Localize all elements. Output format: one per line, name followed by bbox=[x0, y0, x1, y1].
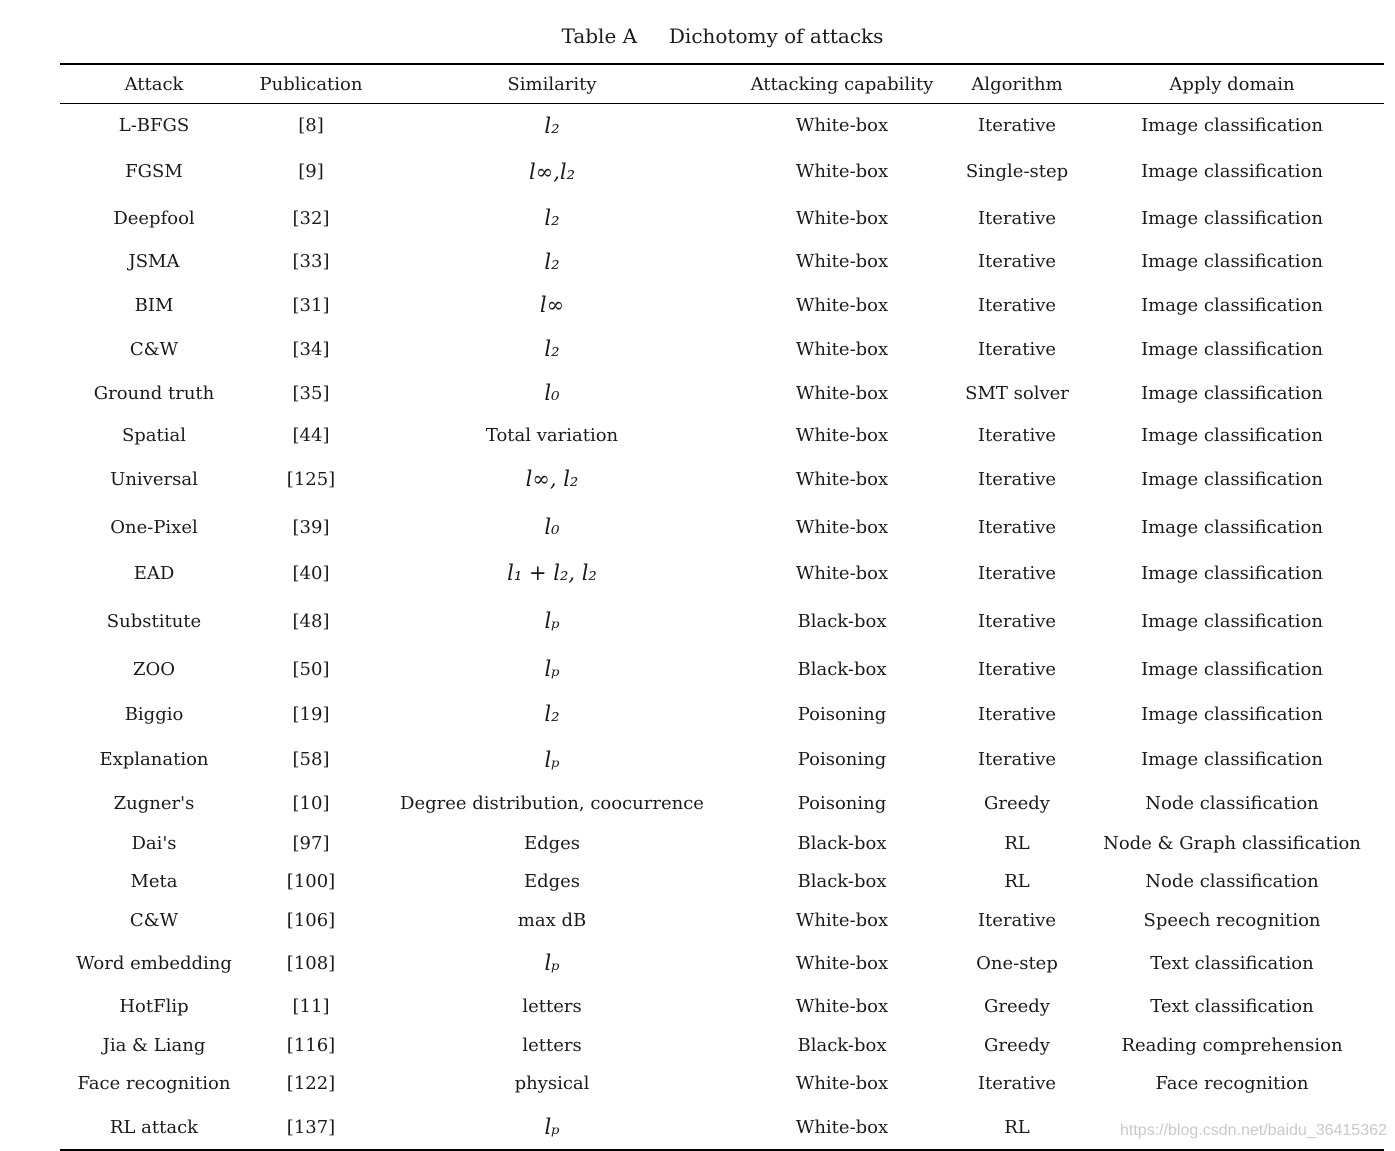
publication-cell: [116] bbox=[286, 1034, 336, 1056]
algorithm-cell: Iterative bbox=[977, 468, 1057, 490]
domain-cell: Image classification bbox=[1141, 562, 1323, 584]
capability-cell: White-box bbox=[795, 207, 889, 229]
capability-cell: Poisoning bbox=[797, 749, 887, 770]
domain-cell: Image classification bbox=[1141, 424, 1323, 446]
publication-cell: [44] bbox=[292, 424, 330, 446]
table-body bbox=[60, 103, 1384, 1151]
table-row bbox=[60, 550, 1384, 596]
publication-cell: [40] bbox=[292, 562, 330, 584]
publication-cell: [11] bbox=[292, 995, 330, 1017]
attack-cell: One-Pixel bbox=[110, 516, 198, 538]
algorithm-cell: Iterative bbox=[977, 749, 1057, 770]
algorithm-cell: Single-step bbox=[965, 161, 1069, 182]
domain-cell: Node classification bbox=[1145, 793, 1319, 814]
domain-cell: Image classification bbox=[1141, 749, 1323, 770]
algorithm-cell: Iterative bbox=[977, 658, 1057, 680]
table-row bbox=[60, 986, 1384, 1026]
capability-cell: White-box bbox=[795, 1073, 889, 1094]
publication-cell: [10] bbox=[292, 793, 330, 814]
attack-cell: Universal bbox=[110, 468, 198, 490]
table-row bbox=[60, 195, 1384, 241]
algorithm-cell: RL bbox=[1004, 832, 1030, 854]
algorithm-cell: Greedy bbox=[984, 793, 1050, 814]
table-row bbox=[60, 328, 1384, 370]
publication-cell: [34] bbox=[292, 338, 330, 360]
algorithm-cell: Iterative bbox=[977, 703, 1057, 725]
domain-cell: Image classification bbox=[1141, 468, 1323, 490]
domain-cell: Text classification bbox=[1150, 995, 1314, 1017]
domain-cell: Node classification bbox=[1145, 870, 1319, 892]
algorithm-cell: Iterative bbox=[977, 251, 1057, 272]
similarity-cell: lₚ bbox=[544, 951, 560, 975]
similarity-cell: l∞ bbox=[539, 293, 565, 317]
capability-cell: Poisoning bbox=[797, 793, 887, 814]
similarity-cell: Edges bbox=[523, 870, 581, 892]
attack-cell: Zugner's bbox=[113, 793, 195, 814]
domain-cell: Image classification bbox=[1141, 115, 1323, 136]
attack-cell: C&W bbox=[129, 909, 179, 931]
similarity-cell: Degree distribution, coocurrence bbox=[400, 793, 704, 814]
attack-cell: Meta bbox=[130, 870, 178, 892]
capability-cell: White-box bbox=[795, 161, 889, 182]
algorithm-cell: Iterative bbox=[977, 610, 1057, 632]
publication-cell: [31] bbox=[292, 294, 330, 316]
algorithm-cell: Iterative bbox=[977, 1073, 1057, 1094]
domain-cell: Image classification bbox=[1141, 161, 1323, 182]
capability-cell: White-box bbox=[795, 294, 889, 316]
attack-cell: Word embedding bbox=[76, 952, 232, 974]
table-row bbox=[60, 103, 1384, 148]
domain-cell: Speech recognition bbox=[1143, 909, 1321, 931]
similarity-cell: l₂ bbox=[544, 702, 560, 726]
attacks-table bbox=[60, 65, 1384, 1151]
similarity-cell: max dB bbox=[517, 909, 587, 931]
table-row bbox=[60, 862, 1384, 900]
algorithm-cell: SMT solver bbox=[965, 382, 1069, 404]
publication-cell: [9] bbox=[298, 161, 324, 182]
table-row bbox=[60, 596, 1384, 646]
domain-cell: Image classification bbox=[1141, 382, 1323, 404]
attack-cell: Substitute bbox=[106, 610, 202, 632]
capability-cell: White-box bbox=[795, 562, 889, 584]
domain-cell: Image classification bbox=[1141, 610, 1323, 632]
publication-cell: [35] bbox=[292, 382, 330, 404]
table-row bbox=[60, 692, 1384, 736]
similarity-cell: lₚ bbox=[544, 747, 560, 772]
domain-cell: Image classification bbox=[1141, 207, 1323, 229]
watermark: https://blog.csdn.net/baidu_36415362 bbox=[1120, 1122, 1387, 1139]
capability-cell: White-box bbox=[795, 338, 889, 360]
publication-cell: [97] bbox=[292, 832, 330, 854]
algorithm-cell: Iterative bbox=[977, 424, 1057, 446]
table-row bbox=[60, 824, 1384, 862]
similarity-cell: l₁ + l₂, l₂ bbox=[507, 561, 597, 585]
algorithm-cell: Iterative bbox=[977, 338, 1057, 360]
capability-cell: Black-box bbox=[797, 832, 887, 854]
similarity-cell: Edges bbox=[523, 832, 581, 854]
algorithm-cell: RL bbox=[1004, 870, 1030, 892]
capability-cell: Black-box bbox=[797, 1034, 887, 1056]
capability-cell: White-box bbox=[795, 115, 889, 136]
capability-cell: Black-box bbox=[797, 658, 887, 680]
algorithm-cell: RL bbox=[1004, 1116, 1030, 1138]
table-row bbox=[60, 900, 1384, 940]
column-header-algorithm: Algorithm bbox=[971, 73, 1063, 95]
similarity-cell: l∞, l₂ bbox=[525, 467, 579, 491]
capability-cell: White-box bbox=[795, 382, 889, 404]
attack-cell: Jia & Liang bbox=[102, 1034, 206, 1056]
publication-cell: [8] bbox=[298, 115, 324, 136]
capability-cell: White-box bbox=[795, 468, 889, 490]
capability-cell: Black-box bbox=[797, 870, 887, 892]
attack-cell: Spatial bbox=[121, 424, 187, 446]
algorithm-cell: Iterative bbox=[977, 207, 1057, 229]
domain-cell: Image classification bbox=[1141, 338, 1323, 360]
attack-cell: BIM bbox=[134, 294, 174, 316]
publication-cell: [58] bbox=[292, 749, 330, 770]
domain-cell: Reading comprehension bbox=[1121, 1034, 1343, 1056]
algorithm-cell: Iterative bbox=[977, 909, 1057, 931]
similarity-cell: l₂ bbox=[544, 206, 560, 230]
domain-cell: Image classification bbox=[1141, 658, 1323, 680]
attack-cell: HotFlip bbox=[119, 995, 189, 1017]
capability-cell: White-box bbox=[795, 952, 889, 974]
attack-cell: Face recognition bbox=[77, 1073, 231, 1094]
table-row bbox=[60, 646, 1384, 692]
algorithm-cell: Iterative bbox=[977, 294, 1057, 316]
publication-cell: [108] bbox=[286, 952, 336, 974]
algorithm-cell: One-step bbox=[976, 952, 1058, 974]
attack-cell: Dai's bbox=[131, 832, 177, 854]
algorithm-cell: Greedy bbox=[984, 995, 1050, 1017]
publication-cell: [32] bbox=[292, 207, 330, 229]
column-header-publication: Publication bbox=[259, 73, 363, 95]
attack-cell: C&W bbox=[129, 338, 179, 360]
algorithm-cell: Iterative bbox=[977, 562, 1057, 584]
domain-cell: Image classification bbox=[1141, 251, 1323, 272]
algorithm-cell: Iterative bbox=[977, 516, 1057, 538]
similarity-cell: l₂ bbox=[544, 113, 560, 138]
publication-cell: [48] bbox=[292, 610, 330, 632]
table-row bbox=[60, 940, 1384, 986]
attack-cell: RL attack bbox=[109, 1116, 199, 1138]
table-row bbox=[60, 241, 1384, 282]
attack-cell: Ground truth bbox=[93, 382, 215, 404]
attack-cell: JSMA bbox=[128, 251, 180, 272]
attack-cell: ZOO bbox=[132, 658, 176, 680]
algorithm-cell: Iterative bbox=[977, 115, 1057, 136]
column-header-similarity: Similarity bbox=[507, 73, 597, 95]
publication-cell: [122] bbox=[286, 1073, 336, 1094]
table-row bbox=[60, 148, 1384, 195]
domain-cell: Face recognition bbox=[1155, 1073, 1309, 1094]
attack-cell: Biggio bbox=[124, 703, 184, 725]
capability-cell: White-box bbox=[795, 909, 889, 931]
table-row bbox=[60, 370, 1384, 416]
algorithm-cell: Greedy bbox=[984, 1034, 1050, 1056]
publication-cell: [100] bbox=[286, 870, 336, 892]
capability-cell: Poisoning bbox=[797, 703, 887, 725]
attack-cell: Deepfool bbox=[113, 207, 195, 229]
attack-cell: FGSM bbox=[125, 161, 183, 182]
table-row bbox=[60, 416, 1384, 454]
column-header-domain: Apply domain bbox=[1169, 73, 1295, 95]
capability-cell: Black-box bbox=[797, 610, 887, 632]
publication-cell: [106] bbox=[286, 909, 336, 931]
table-row bbox=[60, 736, 1384, 783]
publication-cell: [39] bbox=[292, 516, 330, 538]
similarity-cell: l₀ bbox=[544, 381, 560, 405]
similarity-cell: l₂ bbox=[544, 337, 560, 361]
domain-cell: Image classification bbox=[1141, 516, 1323, 538]
publication-cell: [125] bbox=[286, 468, 336, 490]
similarity-cell: physical bbox=[514, 1073, 590, 1094]
column-header-attack: Attack bbox=[124, 73, 184, 95]
similarity-cell: l₀ bbox=[544, 515, 560, 539]
table-row bbox=[60, 1064, 1384, 1103]
table-row bbox=[60, 282, 1384, 328]
table-row bbox=[60, 783, 1384, 824]
domain-cell: Node & Graph classification bbox=[1103, 832, 1361, 854]
capability-cell: White-box bbox=[795, 516, 889, 538]
publication-cell: [19] bbox=[292, 703, 330, 725]
domain-cell: Image classification bbox=[1141, 703, 1323, 725]
attack-cell: L-BFGS bbox=[118, 115, 190, 136]
table-row bbox=[60, 454, 1384, 504]
similarity-cell: Total variation bbox=[485, 424, 619, 446]
similarity-cell: letters bbox=[522, 1034, 582, 1056]
header-row bbox=[60, 65, 1384, 103]
similarity-cell: lₚ bbox=[544, 609, 560, 633]
similarity-cell: letters bbox=[522, 995, 582, 1017]
capability-cell: White-box bbox=[795, 995, 889, 1017]
capability-cell: White-box bbox=[795, 424, 889, 446]
publication-cell: [137] bbox=[286, 1116, 336, 1138]
publication-cell: [50] bbox=[292, 658, 330, 680]
attack-cell: Explanation bbox=[99, 749, 209, 770]
capability-cell: White-box bbox=[795, 1116, 889, 1138]
capability-cell: White-box bbox=[795, 251, 889, 272]
domain-cell: Image classification bbox=[1141, 294, 1323, 316]
similarity-cell: lₚ bbox=[544, 1115, 560, 1139]
attack-cell: EAD bbox=[133, 562, 175, 584]
similarity-cell: l₂ bbox=[544, 249, 560, 274]
similarity-cell: l∞,l₂ bbox=[528, 159, 576, 184]
table-row bbox=[60, 504, 1384, 550]
table-caption: Table A Dichotomy of attacks bbox=[561, 24, 884, 48]
column-header-capability: Attacking capability bbox=[750, 73, 934, 95]
table-row bbox=[60, 1026, 1384, 1064]
publication-cell: [33] bbox=[292, 251, 330, 272]
similarity-cell: lₚ bbox=[544, 657, 560, 681]
domain-cell: Text classification bbox=[1150, 952, 1314, 974]
